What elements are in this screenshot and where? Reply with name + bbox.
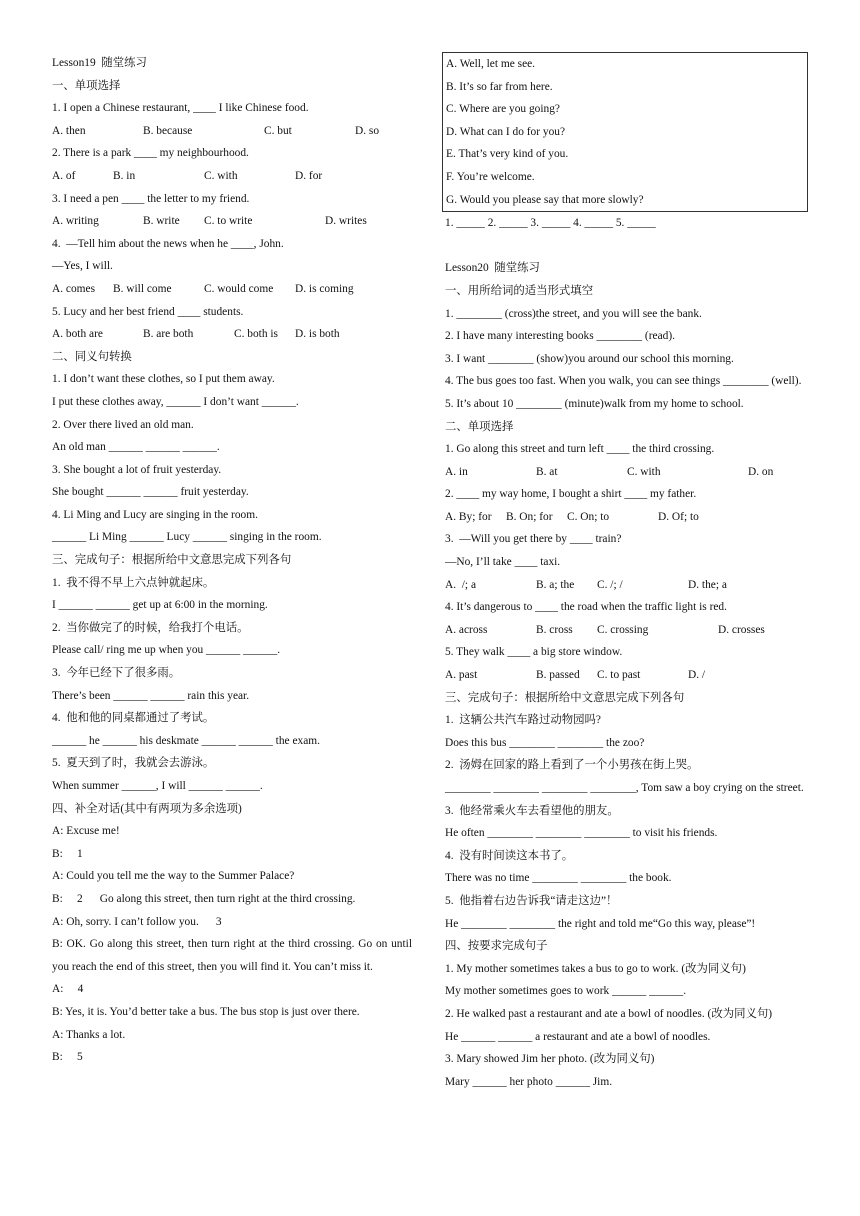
option: A. past bbox=[445, 669, 478, 682]
option: B. cross bbox=[536, 623, 573, 636]
question: 2. I have many interesting books ________ (read). bbox=[445, 330, 675, 343]
answer-line: When summer ______, I will ______ ______. bbox=[52, 780, 263, 792]
option: D. so bbox=[355, 124, 380, 137]
option: C. to write bbox=[204, 215, 253, 228]
dialogue-option: F. You’re welcome. bbox=[446, 170, 535, 183]
question: 1. I open a Chinese restaurant, ____ I like Chinese food. bbox=[52, 102, 309, 115]
answer-blanks: 1. _____ 2. _____ 3. _____ 4. _____ 5. _____ bbox=[445, 217, 656, 230]
section-title: 二、单项选择 bbox=[445, 420, 514, 433]
option: D. for bbox=[295, 169, 323, 182]
question: 2. ____ my way home, I bought a shirt ____ my father. bbox=[445, 488, 697, 501]
option: A. writing bbox=[52, 215, 99, 228]
dialogue-line: A: Oh, sorry. I can’t follow you. 3 bbox=[52, 915, 222, 928]
option: C. would come bbox=[204, 282, 274, 295]
answer-line: He often ________ ________ ________ to visit his friends. bbox=[445, 827, 718, 840]
question: 3. She bought a lot of fruit yesterday. bbox=[52, 463, 222, 476]
options-row bbox=[445, 664, 809, 687]
answer-line: There’s been ______ ______ rain this year. bbox=[52, 689, 250, 702]
question: 3. —Will you get there by ____ train? bbox=[445, 533, 622, 546]
option: A. comes bbox=[52, 282, 96, 295]
options-row bbox=[52, 165, 412, 188]
option: D. is coming bbox=[295, 282, 354, 295]
answer-line: My mother sometimes goes to work ______ ______. bbox=[445, 985, 687, 998]
options-row bbox=[52, 120, 412, 143]
option: B. because bbox=[143, 124, 193, 137]
question: 1. 我不得不早上六点钟就起床。 bbox=[52, 576, 215, 589]
lesson19-title: Lesson19 随堂练习 bbox=[52, 57, 147, 69]
spacer bbox=[445, 235, 809, 258]
dialogue-line: A: Excuse me! bbox=[52, 825, 120, 838]
question: 4. Li Ming and Lucy are singing in the room. bbox=[52, 508, 258, 521]
option: A. in bbox=[445, 465, 468, 478]
options-row bbox=[445, 506, 809, 529]
answer-line: Please call/ ring me up when you ______ ______. bbox=[52, 644, 281, 657]
options-row bbox=[445, 574, 809, 597]
option: B. a; the bbox=[536, 578, 575, 591]
question-reply: —Yes, I will. bbox=[52, 260, 113, 273]
answer-line: Mary ______ her photo ______ Jim. bbox=[445, 1075, 613, 1088]
option: D. the; a bbox=[688, 578, 727, 591]
dialogue-option: B. It’s so far from here. bbox=[446, 80, 553, 93]
option: C. to past bbox=[597, 669, 641, 682]
section-title: 四、按要求完成句子 bbox=[445, 940, 548, 953]
question: 1. I don’t want these clothes, so I put them away. bbox=[52, 373, 275, 386]
options-row bbox=[52, 210, 412, 233]
option: C. with bbox=[204, 169, 238, 182]
section-title: 二、同义句转换 bbox=[52, 350, 132, 363]
option: B. are both bbox=[143, 328, 194, 341]
option: B. at bbox=[536, 465, 558, 478]
options-row bbox=[52, 278, 412, 301]
option: D. is both bbox=[295, 328, 340, 341]
option: C. with bbox=[627, 465, 661, 478]
option: D. crosses bbox=[718, 623, 765, 636]
question: 5. It’s about 10 ________ (minute)walk from my home to school. bbox=[445, 397, 744, 410]
section-title: 一、用所给词的适当形式填空 bbox=[445, 284, 594, 297]
answer-line: ______ Li Ming ______ Lucy ______ singing in the room. bbox=[52, 531, 322, 544]
question-reply: —No, I’ll take ____ taxi. bbox=[445, 556, 561, 569]
question: 4. It’s dangerous to ____ the road when the traffic light is red. bbox=[445, 601, 727, 614]
answer-line: Does this bus ________ ________ the zoo? bbox=[445, 736, 645, 749]
question: 1. My mother sometimes takes a bus to go to work. (改为同义句) bbox=[445, 962, 746, 975]
question: 4. 他和他的同桌都通过了考试。 bbox=[52, 712, 215, 725]
option: D. / bbox=[688, 669, 706, 682]
options-row bbox=[52, 323, 412, 346]
answer-line: An old man ______ ______ ______. bbox=[52, 441, 220, 454]
dialogue-line: B: 5 bbox=[52, 1051, 83, 1064]
option: A. then bbox=[52, 124, 86, 137]
option: A. /; a bbox=[445, 578, 477, 591]
answer-line: I ______ ______ get up at 6:00 in the morning. bbox=[52, 599, 268, 612]
dialogue-line: B: OK. Go along this street, then turn right at the third crossing. Go on until you reach the end of this street, then you will find it. You can’t miss it. bbox=[52, 938, 412, 973]
option: A. across bbox=[445, 623, 488, 636]
dialogue-line: A: Thanks a lot. bbox=[52, 1028, 126, 1041]
answer-line: I put these clothes away, ______ I don’t want ______. bbox=[52, 395, 299, 408]
dialogue-line: A: Could you tell me the way to the Summer Palace? bbox=[52, 870, 295, 883]
right-column bbox=[445, 52, 809, 1093]
answer-line: ______ he ______ his deskmate ______ ______ the exam. bbox=[52, 734, 320, 747]
dialogue-option: E. That’s very kind of you. bbox=[446, 148, 569, 161]
dialogue-option: A. Well, let me see. bbox=[446, 58, 536, 70]
question: 1. 这辆公共汽车路过动物园吗? bbox=[445, 714, 601, 727]
answer-line: There was no time ________ ________ the book. bbox=[445, 872, 672, 885]
dialogue-line: A: 4 bbox=[52, 983, 84, 996]
option: A. both are bbox=[52, 328, 103, 341]
option: C. crossing bbox=[597, 623, 649, 636]
left-column bbox=[52, 52, 412, 1069]
question: 2. 汤姆在回家的路上看到了一个小男孩在街上哭。 bbox=[445, 759, 699, 772]
section-title: 三、完成句子：根据所给中文意思完成下列各句 bbox=[445, 691, 685, 704]
lesson20-title: Lesson20 随堂练习 bbox=[445, 262, 540, 275]
option: B. write bbox=[143, 215, 180, 228]
option: B. in bbox=[113, 169, 136, 182]
options-row bbox=[445, 461, 809, 484]
option: C. both is bbox=[234, 328, 278, 341]
dialogue-options-box bbox=[442, 52, 808, 212]
option: D. Of; to bbox=[658, 510, 699, 523]
section-title: 一、单项选择 bbox=[52, 79, 121, 92]
question: 2. 当你做完了的时候，给我打个电话。 bbox=[52, 621, 249, 634]
question: 3. Mary showed Jim her photo. (改为同义句) bbox=[445, 1053, 655, 1066]
answer-line: She bought ______ ______ fruit yesterday. bbox=[52, 486, 249, 499]
answer-line: He ________ ________ the right and told me“Go this way, please”! bbox=[445, 917, 756, 930]
answer-line: He ______ ______ a restaurant and ate a bowl of noodles. bbox=[445, 1030, 711, 1043]
option: D. on bbox=[748, 465, 774, 478]
option: B. will come bbox=[113, 282, 172, 295]
question: 2. There is a park ____ my neighbourhood. bbox=[52, 147, 249, 160]
question: 3. I need a pen ____ the letter to my friend. bbox=[52, 192, 250, 205]
question: 3. 他经常乘火车去看望他的朋友。 bbox=[445, 804, 619, 817]
question: 5. Lucy and her best friend ____ students. bbox=[52, 305, 244, 318]
question: 5. They walk ____ a big store window. bbox=[445, 646, 623, 659]
question: 5. 他指着右边告诉我“请走这边”！ bbox=[445, 894, 618, 907]
question: 5. 夏天到了时，我就会去游泳。 bbox=[52, 757, 215, 770]
section-title: 三、完成句子：根据所给中文意思完成下列各句 bbox=[52, 554, 292, 567]
section-title: 四、补全对话(其中有两项为多余选项) bbox=[52, 802, 242, 815]
option: A. of bbox=[52, 169, 76, 182]
dialogue-line: B: Yes, it is. You’d better take a bus. The bus stop is just over there. bbox=[52, 1005, 360, 1018]
dialogue-line: B: 1 bbox=[52, 847, 83, 860]
dialogue-line: B: 2 Go along this street, then turn right at the third crossing. bbox=[52, 892, 356, 905]
answer-line: ________ ________ ________ ________, Tom saw a boy crying on the street. bbox=[445, 782, 804, 794]
question: 2. Over there lived an old man. bbox=[52, 418, 194, 431]
option: A. By; for bbox=[445, 510, 492, 523]
option: D. writes bbox=[325, 215, 367, 228]
dialogue-option: D. What can I do for you? bbox=[446, 125, 566, 138]
question: 4. —Tell him about the news when he ____, John. bbox=[52, 237, 284, 250]
option: C. but bbox=[264, 124, 292, 137]
question: 3. I want ________ (show)you around our school this morning. bbox=[445, 352, 734, 365]
option: C. /; / bbox=[597, 578, 623, 591]
option: B. On; for bbox=[506, 510, 553, 523]
option: C. On; to bbox=[567, 510, 610, 523]
question: 4. 没有时间读这本书了。 bbox=[445, 849, 574, 862]
dialogue-option: G. Would you please say that more slowly? bbox=[446, 193, 644, 206]
question: 3. 今年已经下了很多雨。 bbox=[52, 667, 181, 680]
question: 1. ________ (cross)the street, and you will see the bank. bbox=[445, 307, 702, 320]
options-row bbox=[445, 619, 809, 642]
question: 1. Go along this street and turn left ____ the third crossing. bbox=[445, 443, 715, 456]
option: B. passed bbox=[536, 669, 580, 682]
dialogue-option: C. Where are you going? bbox=[446, 103, 560, 116]
question: 4. The bus goes too fast. When you walk, you can see things ________ (well). bbox=[445, 375, 802, 388]
question: 2. He walked past a restaurant and ate a bowl of noodles. (改为同义句) bbox=[445, 1007, 773, 1020]
